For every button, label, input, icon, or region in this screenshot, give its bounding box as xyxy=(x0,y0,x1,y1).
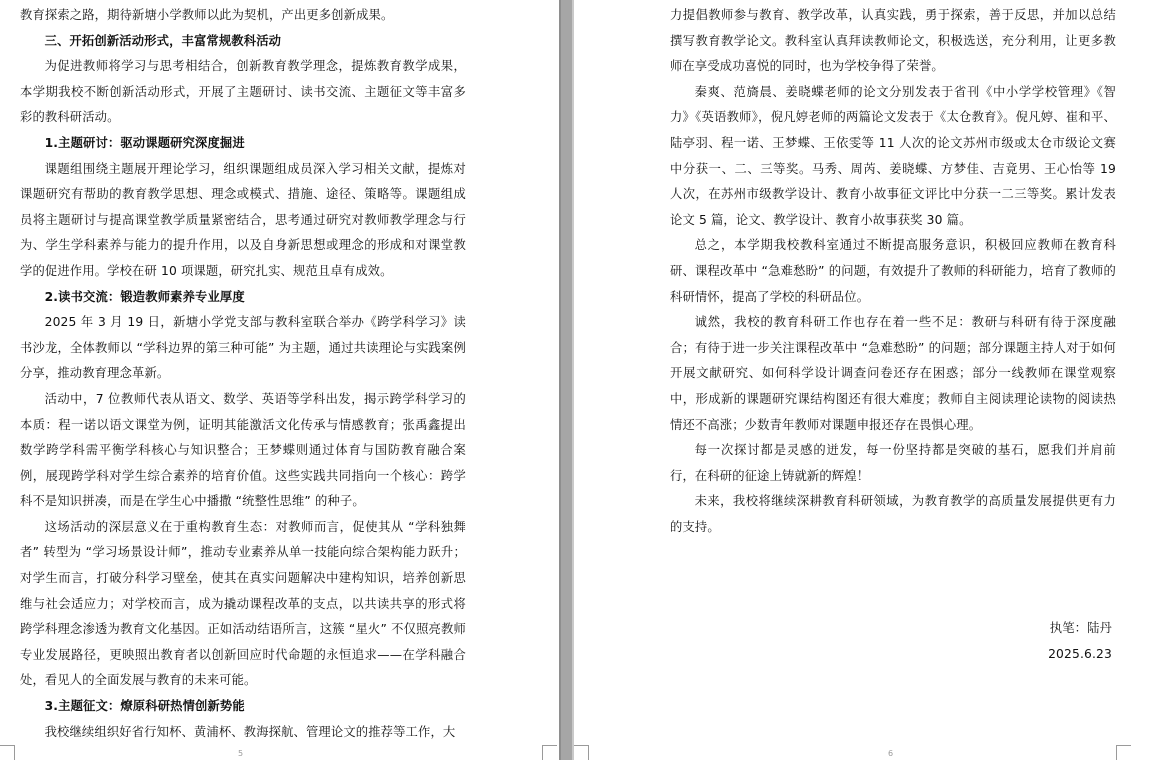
document-date: 2025.6.23 xyxy=(1048,647,1112,662)
paragraph: 活动中，7 位教师代表从语文、数学、英语等学科出发，揭示跨学科学习的本质：程一诺以语文课堂为例，证明其能激活文化传承与情感教育；张禹鑫提出数学跨学科需平衡学科核心与知识整合；王梦蝶则通过体育与国防教育融合案例，展现跨学科对学生综合素养的培育价值。这些实践共同指向一个核心：跨学科不是知识拼凑，而是在学生心中播撒 “统整性思维” 的种子。 xyxy=(20,391,466,509)
subsection-heading: 1.主题研讨：驱动课题研究深度掘进 xyxy=(44,135,245,150)
paragraph: 2025 年 3 月 19 日，新塘小学党支部与教科室联合举办《跨学科学习》读书沙龙，全体教师以 “学科边界的第三种可能” 为主题，通过共读理论与实践案例分享，推动教育理念革新。 xyxy=(20,315,466,381)
page-text-body xyxy=(670,3,1116,668)
paragraph: 这场活动的深层意义在于重构教育生态：对教师而言，促使其从 “学科独舞者” 转型为 “学习场景设计师”，推动专业素养从单一技能向综合架构能力跃升；对学生而言，打破分科学习壁垒，使其在真实问题解决中建构知识，培养创新思维与社会适应力；对学校而言，成为撬动课程改革的支点，以共读共享的形式将跨学科理念渗透为教育文化基因。正如活动结语所言，这簇 “星火” 不仅照亮教师专业发展路径，更映照出教育者以创新回应时代命题的永恒追求——在学科融合处，看见人的全面发展与教育的未来可能。 xyxy=(20,519,466,688)
document-page-5 xyxy=(0,0,559,760)
paragraph: 为促进教师将学习与思考相结合，创新教育教学理念，提炼教育教学成果，本学期我校不断创新活动形式，开展了主题研讨、读书交流、主题征文等丰富多彩的教科研活动。 xyxy=(20,59,466,125)
page-text-body xyxy=(20,3,466,745)
paragraph: 诚然，我校的教育科研工作也存在着一些不足：教研与科研有待于深度融合；有待于进一步关注课程改革中 “急难愁盼” 的问题；部分课题主持人对于如何开展文献研究、如何科学设计调查问卷还存在困惑；部分一线教师在课堂观察中，形成新的课题研究课结构图还有很大难度；教师自主阅读理论读物的阅读热情还不高涨；少数青年教师对课题申报还存在畏惧心理。 xyxy=(670,315,1116,432)
page-number: 5 xyxy=(238,749,244,758)
paragraph: 我校继续组织好省行知杯、黄浦杯、教海探航、管理论文的推荐等工作，大 xyxy=(44,724,456,739)
paragraph: 课题组围绕主题展开理论学习，组织课题组成员深入学习相关文献，提炼对课题研究有帮助的教育教学思想、理念或模式、措施、途径、策略等。课题组成员将主题研讨与提高课堂教学质量紧密结合，思考通过研究对教师教学理念与行为、学生学科素养与能力的提升作用，以及自身新思想或理念的形成和对课堂教学的促进作用。学校在研 10 项课题，研究扎实、规范且卓有成效。 xyxy=(20,161,466,278)
paragraph: 总之，本学期我校教科室通过不断提高服务意识，积极回应教师在教育科研、课程改革中 “急难愁盼” 的问题，有效提升了教师的科研能力，培育了教师的科研情怀，提高了学校的科研品位。 xyxy=(670,238,1116,304)
page-margin-corner-mark xyxy=(542,745,557,760)
page-margin-corner-mark xyxy=(574,745,589,760)
paragraph: 每一次探讨都是灵感的迸发，每一份坚持都是突破的基石，愿我们并肩前行，在科研的征途上铸就新的辉煌！ xyxy=(670,443,1116,483)
subsection-heading: 2.读书交流：锻造教师素养专业厚度 xyxy=(44,289,245,304)
section-heading: 三、开拓创新活动形式，丰富常规教科活动 xyxy=(44,33,282,48)
blank-space xyxy=(670,540,1116,616)
page-margin-corner-mark xyxy=(0,745,15,760)
paragraph: 力提倡教师参与教育、教学改革，认真实践，勇于探索，善于反思，并加以总结撰写教育教学论文。教科室认真拜读教师论文，积极选送，充分利用，让更多教师在享受成功喜悦的同时，也为学校争得了荣誉。 xyxy=(670,8,1116,74)
author-signature: 执笔：陆丹 xyxy=(1049,621,1112,636)
page-margin-corner-mark xyxy=(1116,745,1131,760)
page-number: 6 xyxy=(888,749,894,758)
document-page-6 xyxy=(574,0,1151,760)
paragraph: 秦爽、范旖晨、姜晓蝶老师的论文分别发表于省刊《中小学学校管理》《智力》《英语教师》，倪凡婷老师的两篇论文发表于《太仓教育》。倪凡婷、崔和平、陆亭羽、程一诺、王梦蝶、王依雯等 11 人次的论文苏州市级或太仓市级论文赛中分获一、二、三等奖。马秀、周芮、姜晓蝶、方梦佳、吉竟男、王心怡等 19 人次，在苏州市级教学设计、教育小故事征文评比中分获一二三等奖。累计发表论文 5 篇，论文、教学设计、教育小故事获奖 30 篇。 xyxy=(670,84,1116,227)
paragraph: 未来，我校将继续深耕教育科研领域，为教育教学的高质量发展提供更有力的支持。 xyxy=(670,494,1116,534)
page-gap-shadow xyxy=(559,0,561,760)
subsection-heading: 3.主题征文：燎原科研热情创新势能 xyxy=(44,699,245,714)
paragraph: 教育探索之路，期待新塘小学教师以此为契机，产出更多创新成果。 xyxy=(20,8,394,22)
